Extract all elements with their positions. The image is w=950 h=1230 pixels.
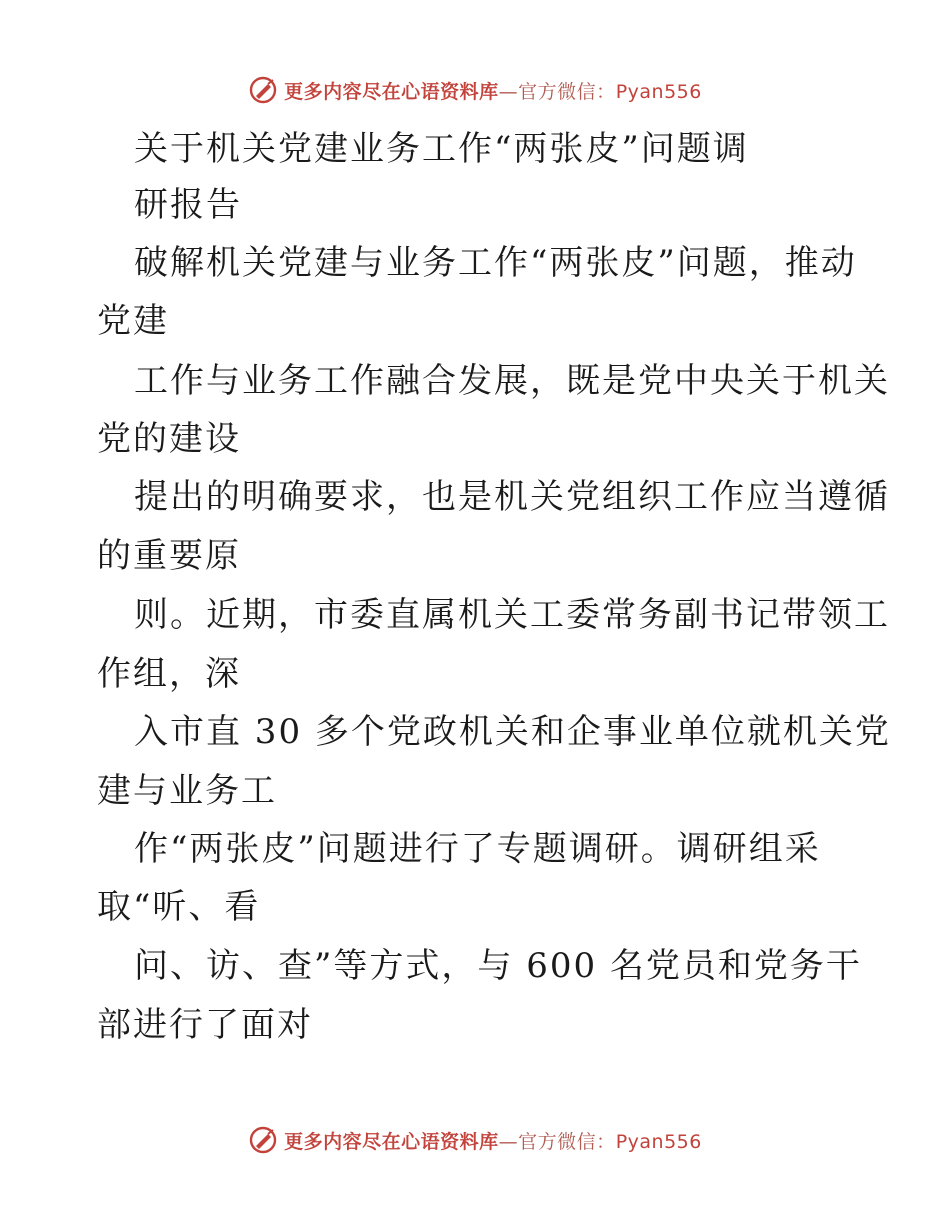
paragraph-line: 入市直 30 多个党政机关和企事业单位就机关党 (134, 712, 891, 752)
watermark-wechat-label: 官方微信： (518, 80, 616, 103)
watermark-brand: 更多内容尽在心语资料库 (284, 1130, 499, 1153)
paragraph-line: 的重要原 (97, 536, 241, 576)
watermark-wechat-label: 官方微信： (518, 1130, 616, 1153)
watermark-separator: — (498, 1130, 519, 1153)
paragraph-line: 党的建设 (97, 419, 241, 459)
paragraph-line: 作“两张皮”问题进行了专题调研。调研组采 (134, 829, 821, 869)
paragraph-line: 破解机关党建与业务工作“两张皮”问题，推动 (134, 243, 857, 283)
paragraph-line: 建与业务工 (97, 771, 277, 811)
document-title-line-2: 研报告 (134, 185, 242, 225)
paragraph-line: 问、访、查”等方式，与 600 名党员和党务干 (134, 946, 862, 986)
header-watermark (0, 70, 950, 110)
watermark-wechat-id: Pyan556 (615, 80, 702, 103)
footer-watermark (0, 1120, 950, 1160)
paragraph-line: 取“听、看 (97, 887, 261, 927)
paragraph-line: 作组，深 (97, 654, 241, 694)
paragraph-line: 提出的明确要求，也是机关党组织工作应当遵循 (134, 477, 890, 517)
paragraph-line: 部进行了面对 (97, 1005, 313, 1045)
watermark-wechat-id: Pyan556 (615, 1130, 702, 1153)
paragraph-line: 工作与业务工作融合发展，既是党中央关于机关 (134, 361, 890, 401)
document-title-line-1: 关于机关党建业务工作“两张皮”问题调 (134, 129, 749, 169)
paragraph-line: 则。近期，市委直属机关工委常务副书记带领工 (134, 595, 890, 635)
watermark-brand: 更多内容尽在心语资料库 (284, 80, 499, 103)
paragraph-line: 党建 (97, 301, 169, 341)
watermark-separator: — (498, 80, 519, 103)
quill-seal-icon (248, 1125, 278, 1155)
quill-seal-icon (248, 75, 278, 105)
